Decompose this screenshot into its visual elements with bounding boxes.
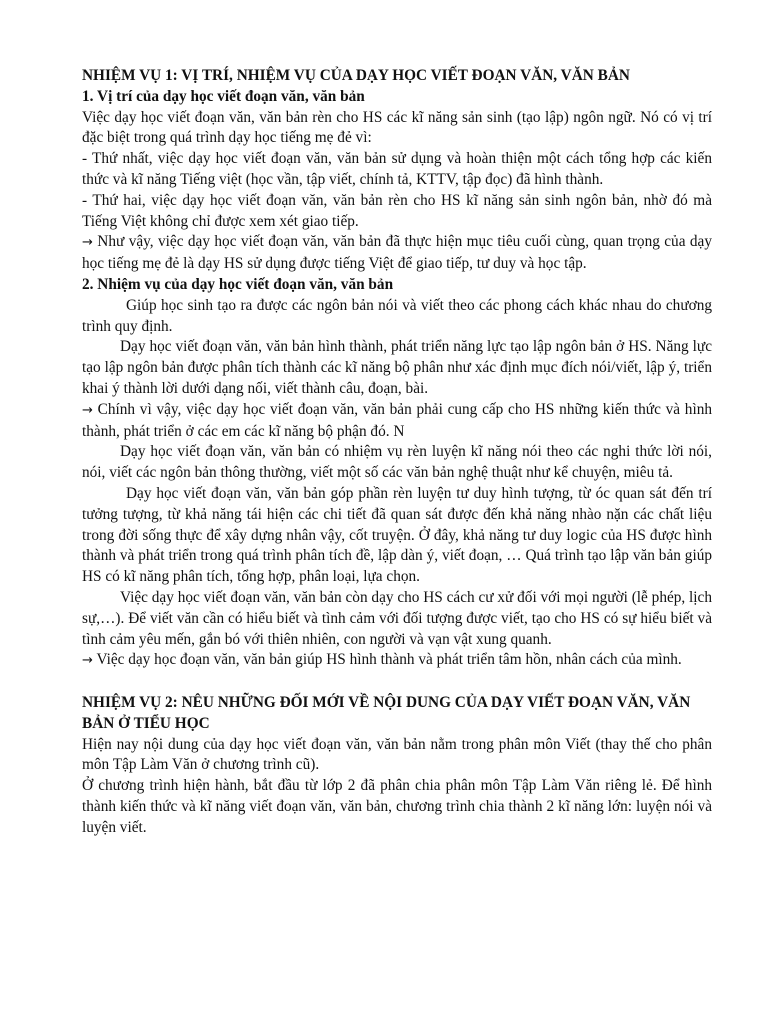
section2-paragraph-3-text: Chính vì vậy, việc dạy học viết đoạn văn, văn bản phải cung cấp cho HS những kiến thức và hình thành, phát triển ở các em các kĩ năng bộ phận đó. N xyxy=(82,400,712,440)
arrow-icon: → xyxy=(82,235,93,251)
section2-paragraph-2: Dạy học viết đoạn văn, văn bản hình thành, phát triển năng lực tạo lập ngôn bản ở HS. Năng lực tạo lập ngôn bản được phân tích thành các kĩ năng bộ phân như xác định mục đích nói/viết, lập ý, triển khai ý thành lời dưới dạng nối, viết thành câu, đoạn, bài. xyxy=(82,338,712,397)
section1-paragraph-second: - Thứ hai, việc dạy học viết đoạn văn, văn bản rèn cho HS kĩ năng sản sinh ngôn bản, nhờ đó mà Tiếng Việt không chỉ được xem xét giao tiếp. xyxy=(82,191,712,230)
arrow-icon: → xyxy=(82,653,93,669)
section-spacer xyxy=(82,672,712,693)
document-page xyxy=(82,66,712,838)
section2-paragraph-5: Dạy học viết đoạn văn, văn bản góp phần rèn luyện tư duy hình tượng, từ óc quan sát đến trí tưởng tượng, từ khả năng tái hiện các chi tiết đã quan sát được đến khả năng nhào nặn các chất liệu trong đời sống thực để xây dựng nhân vậy, cốt truyện. Ở đây, khả năng tư duy logic của HS được hình thành và phát triển trong quá trình phân tích đề, lập dàn ý, viết đoạn, … Quá trình tạo lập văn bản giúp HS có kĩ năng phân tích, tổng hợp, phân loại, lựa chọn. xyxy=(82,484,712,586)
task2-paragraph-2: Ở chương trình hiện hành, bắt đầu từ lớp 2 đã phân chia phân môn Tập Làm Văn riêng lẻ. Để hình thành kiến thức và kĩ năng viết đoạn văn, văn bản, chương trình chia thành 2 kĩ năng lớn: luyện nói và luyện viết. xyxy=(82,777,712,836)
section2-paragraph-6: Việc dạy học viết đoạn văn, văn bản còn dạy cho HS cách cư xử đối với mọi người (lễ phép, lịch sự,…). Để viết văn cần có hiểu biết và tình cảm với đối tượng được viết, tạo cho HS có sự hiểu biết và tình cảm yêu mến, gắn bó với thiên nhiên, con người và vạn vật xung quanh. xyxy=(82,588,712,648)
section2-heading: 2. Nhiệm vụ của dạy học viết đoạn văn, văn bản xyxy=(82,275,394,293)
section1-paragraph-first: - Thứ nhất, việc dạy học viết đoạn văn, văn bản sử dụng và hoàn thiện một cách tổng hợp các kiến thức và kĩ năng Tiếng việt (học vần, tập viết, chính tả, KTTV, tập đọc) đã hình thành. xyxy=(82,150,712,188)
section2-paragraph-7 xyxy=(82,650,712,672)
section2-paragraph-1: Giúp học sinh tạo ra được các ngôn bản nói và viết theo các phong cách khác nhau do chương trình quy định. xyxy=(82,296,712,335)
task2-paragraph-1: Hiện nay nội dung của dạy học viết đoạn văn, văn bản nằm trong phân môn Viết (thay thế cho phân môn Tập Làm Văn ở chương trình cũ). xyxy=(82,735,712,774)
section1-heading: 1. Vị trí của dạy học viết đoạn văn, văn bản xyxy=(82,87,365,105)
section1-conclusion-text: Như vậy, việc dạy học viết đoạn văn, văn bản đã thực hiện mục tiêu cuối cùng, quan trọng của dạy học tiếng mẹ đẻ là dạy HS sử dụng được tiếng Việt để giao tiếp, tư duy và học tập. xyxy=(82,233,712,273)
task1-heading: NHIỆM VỤ 1: VỊ TRÍ, NHIỆM VỤ CỦA DẠY HỌC VIẾT ĐOẠN VĂN, VĂN BẢN xyxy=(82,67,630,84)
section2-paragraph-3 xyxy=(82,400,712,443)
section2-paragraph-4: Dạy học viết đoạn văn, văn bản có nhiệm vụ rèn luyện kĩ năng nói theo các nghi thức lời nói, nói, viết các ngôn bản thông thường, viết một số các văn bản nghệ thuật như kể chuyện, miêu tả. xyxy=(82,443,712,482)
section1-paragraph-conclusion xyxy=(82,232,712,275)
section1-paragraph-intro: Việc dạy học viết đoạn văn, văn bản rèn cho HS các kĩ năng sản sinh (tạo lập) ngôn ngữ. Nó có vị trí đặc biệt trong quá trình dạy học tiếng mẹ đẻ vì: xyxy=(82,108,712,147)
section2-paragraph-7-text: Việc dạy học đoạn văn, văn bản giúp HS hình thành và phát triển tâm hồn, nhân cách của mình. xyxy=(92,651,682,669)
task2-heading: NHIỆM VỤ 2: NÊU NHỮNG ĐỐI MỚI VỀ NỘI DUNG CỦA DẠY VIẾT ĐOẠN VĂN, VĂN BẢN Ở TIỂU HỌC xyxy=(82,693,691,732)
arrow-icon: → xyxy=(82,402,93,418)
